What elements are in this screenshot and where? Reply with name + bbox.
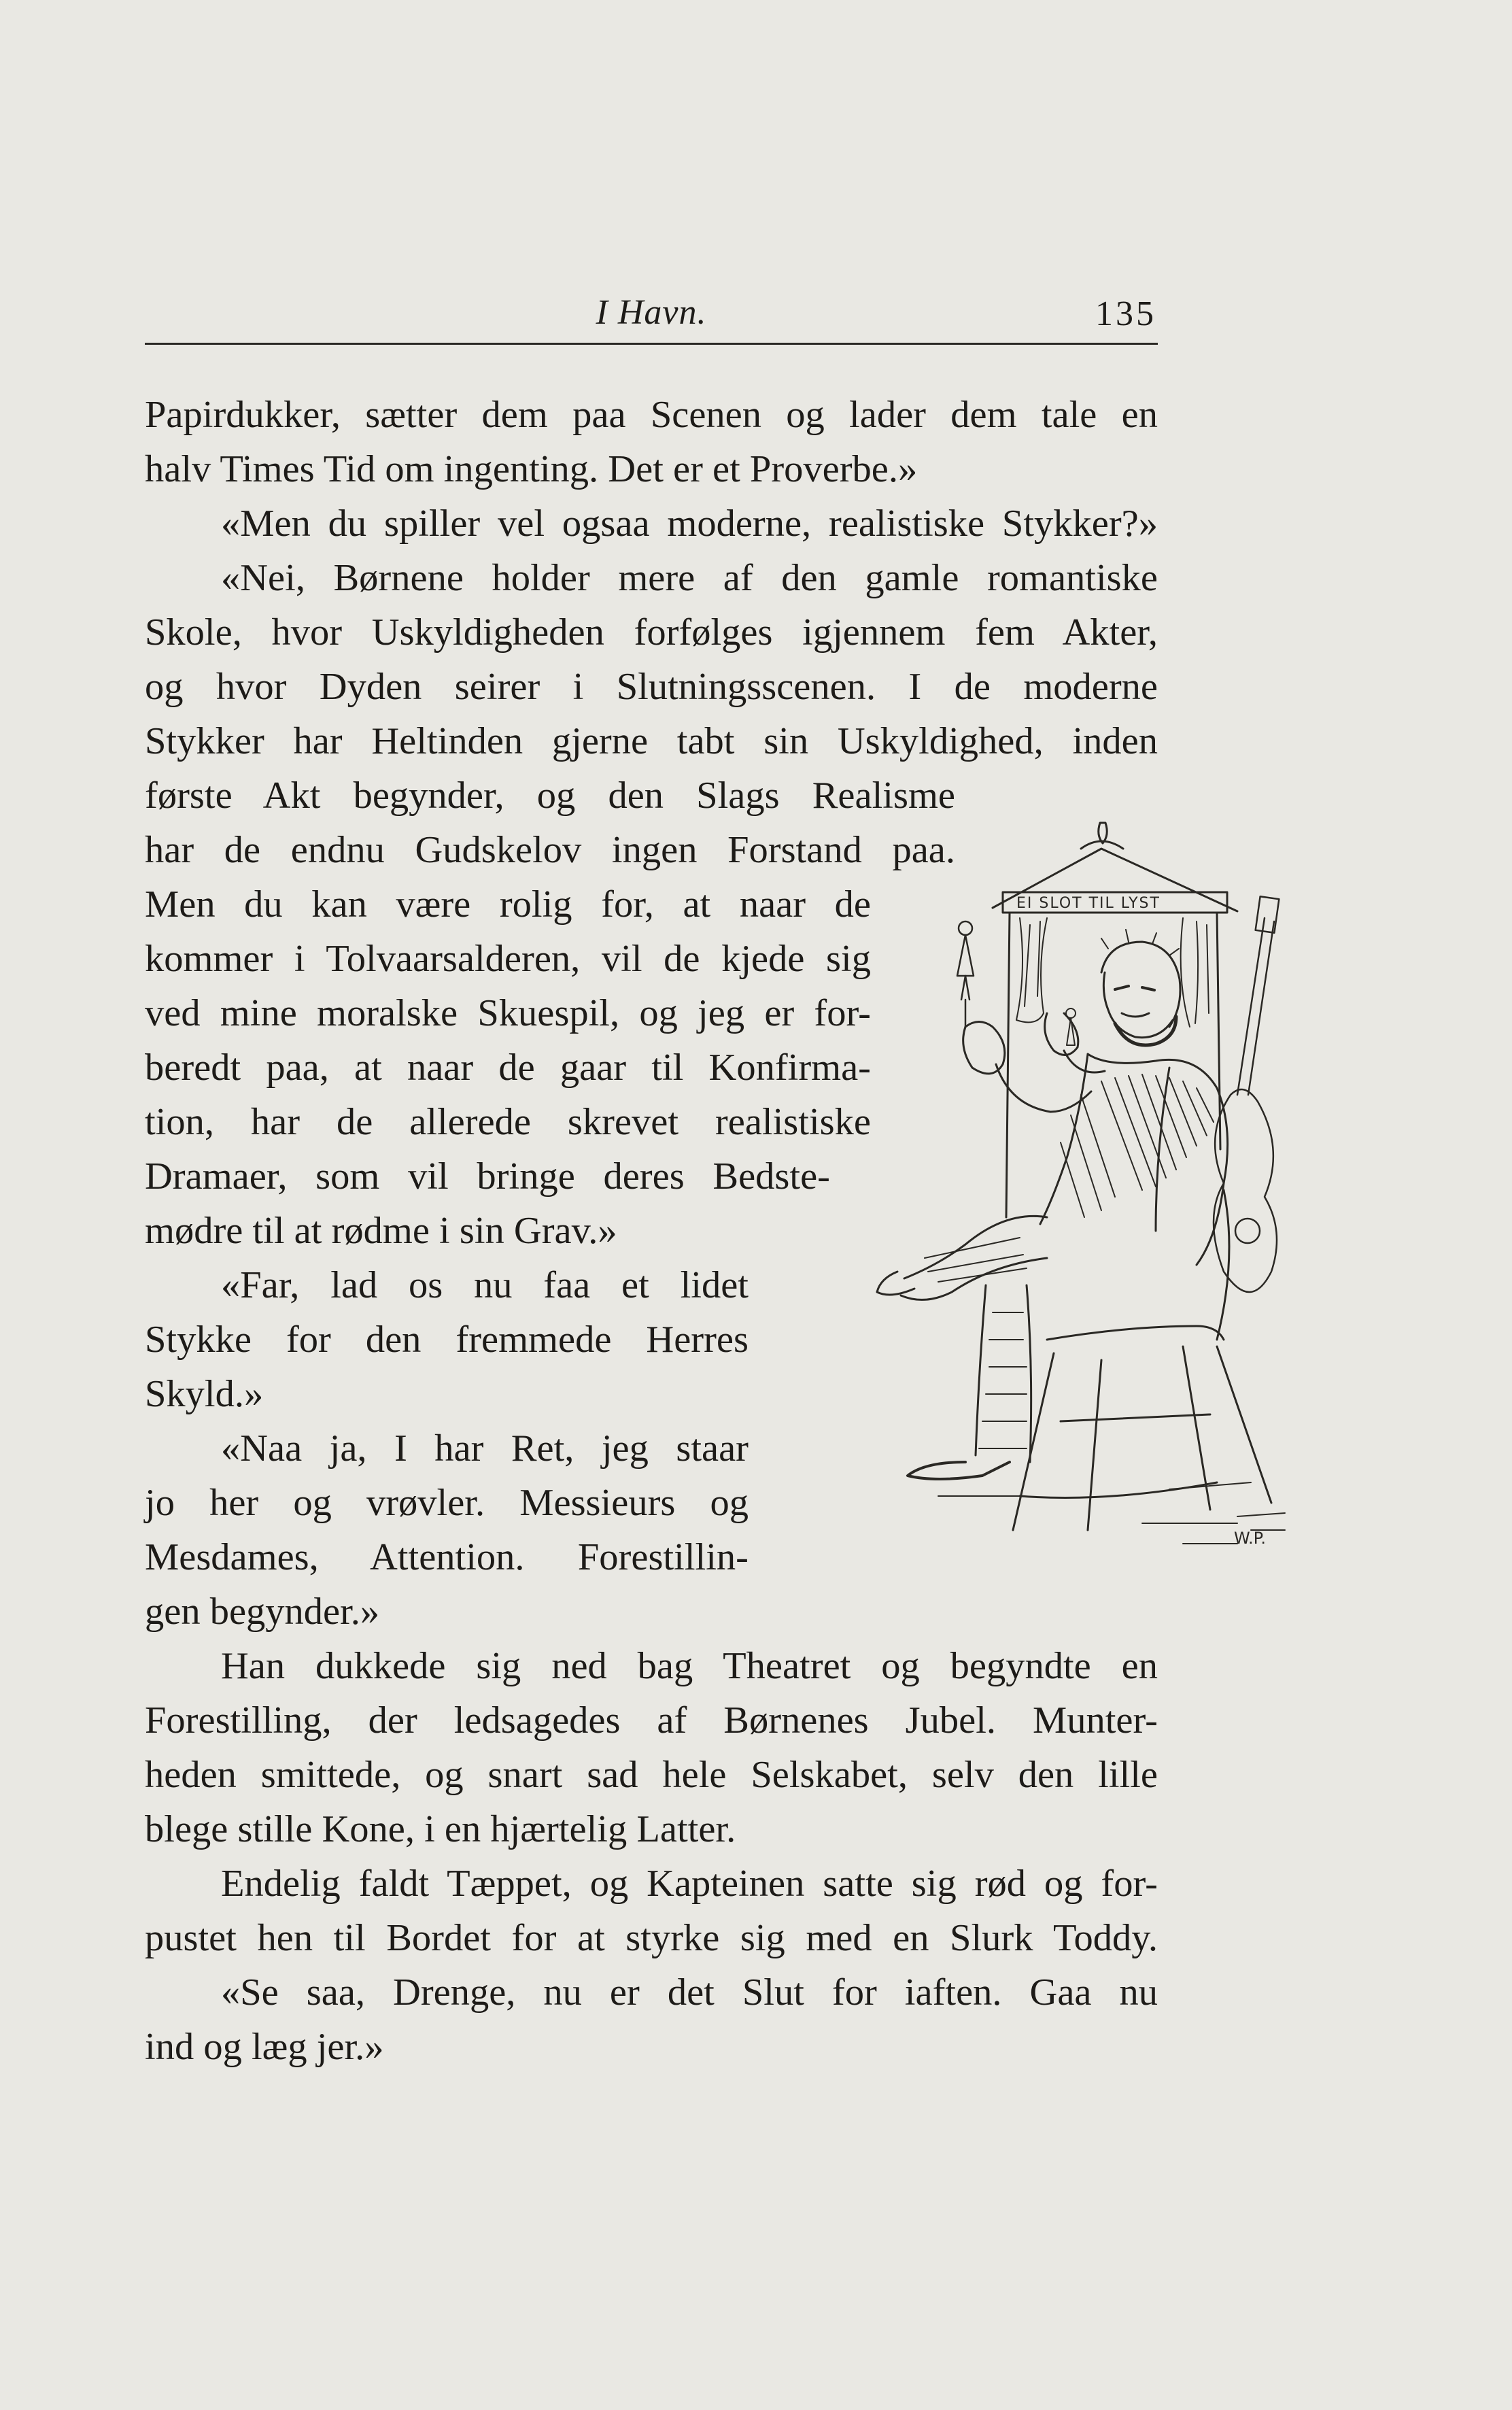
- text-line: blege stille Kone, i en hjærtelig Latter.: [145, 1808, 736, 1850]
- header-rule: [145, 343, 1158, 345]
- text-line: Han dukkede sig ned bag Theatret og begyndte en: [221, 1645, 1158, 1687]
- theatre-left-post: [1006, 913, 1010, 1217]
- man-head: [1101, 930, 1180, 1045]
- text-line: og hvor Dyden seirer i Slutningsscenen. I de moderne: [145, 666, 1158, 708]
- theatre-sign-text: EI SLOT TIL LYST: [1016, 895, 1161, 912]
- chair: [1013, 1190, 1271, 1530]
- text-line: Skyld.»: [145, 1373, 264, 1415]
- text-line: gen begynder.»: [145, 1591, 380, 1633]
- text-line: Stykker har Heltinden gjerne tabt sin Uskyldighed, inden: [145, 720, 1158, 762]
- floor-lines: [938, 1482, 1285, 1544]
- puppet-figure: [957, 921, 974, 1027]
- page-number: 135: [1095, 294, 1156, 333]
- man-legs: [877, 1216, 1047, 1479]
- text-line: heden smittede, og snart sad hele Selskabet, selv den lille: [145, 1754, 1158, 1796]
- text-line: Stykke for den fremmede Herres: [145, 1319, 749, 1361]
- illustration: [761, 809, 1292, 1571]
- text-line: «Nei, Børnene holder mere af den gamle romantiske: [221, 557, 1158, 599]
- text-line: ved mine moralske Skuespil, og jeg er for-: [145, 992, 871, 1034]
- man-hands: [963, 1013, 1078, 1074]
- text-line: pustet hen til Bordet for at styrke sig med en Slurk Toddy.: [145, 1917, 1158, 1959]
- text-line: har de endnu Gudskelov ingen Forstand paa.: [145, 829, 955, 871]
- text-line: første Akt begynder, og den Slags Realisme: [145, 775, 955, 817]
- text-line: Skole, hvor Uskyldigheden forfølges igjennem fem Akter,: [145, 611, 1158, 654]
- illustrator-signature: W.P.: [1234, 1529, 1266, 1548]
- text-line: beredt paa, at naar de gaar til Konfirma-: [145, 1047, 871, 1089]
- text-line: kommer i Tolvaarsalderen, vil de kjede sig: [145, 938, 871, 980]
- puppet-theatre-drawing: [761, 809, 1292, 1571]
- theatre-ornament: [1081, 823, 1123, 849]
- text-line: mødre til at rødme i sin Grav.»: [145, 1210, 617, 1252]
- text-line: «Far, lad os nu faa et lidet: [221, 1264, 749, 1306]
- text-line: Mesdames, Attention. Forestillin-: [145, 1536, 749, 1578]
- text-line: Forestilling, der ledsagedes af Børnenes Jubel. Munter-: [145, 1699, 1158, 1742]
- text-line: Papirdukker, sætter dem paa Scenen og lader dem tale en: [145, 394, 1158, 436]
- text-line: Men du kan være rolig for, at naar de: [145, 883, 871, 926]
- text-line: jo her og vrøvler. Messieurs og: [145, 1482, 749, 1524]
- text-line: «Se saa, Drenge, nu er det Slut for iaften. Gaa nu: [221, 1971, 1158, 2014]
- text-line: Dramaer, som vil bringe deres Bedste-: [145, 1155, 830, 1198]
- text-line: tion, har de allerede skrevet realistiske: [145, 1101, 871, 1143]
- text-line: Endelig faldt Tæppet, og Kapteinen satte sig rød og for-: [221, 1863, 1158, 1905]
- text-line: «Men du spiller vel ogsaa moderne, realistiske Stykker?»: [221, 503, 1158, 545]
- man-torso: [996, 1051, 1228, 1265]
- guitar: [1214, 896, 1279, 1292]
- running-head: [145, 286, 1158, 347]
- text-line: «Naa ja, I har Ret, jeg staar: [221, 1427, 749, 1470]
- theatre-curtains: [1016, 918, 1209, 1027]
- running-title: I Havn.: [596, 293, 707, 332]
- text-line: ind og læg jer.»: [145, 2026, 384, 2068]
- text-line: halv Times Tid om ingenting. Det er et Proverbe.»: [145, 448, 918, 490]
